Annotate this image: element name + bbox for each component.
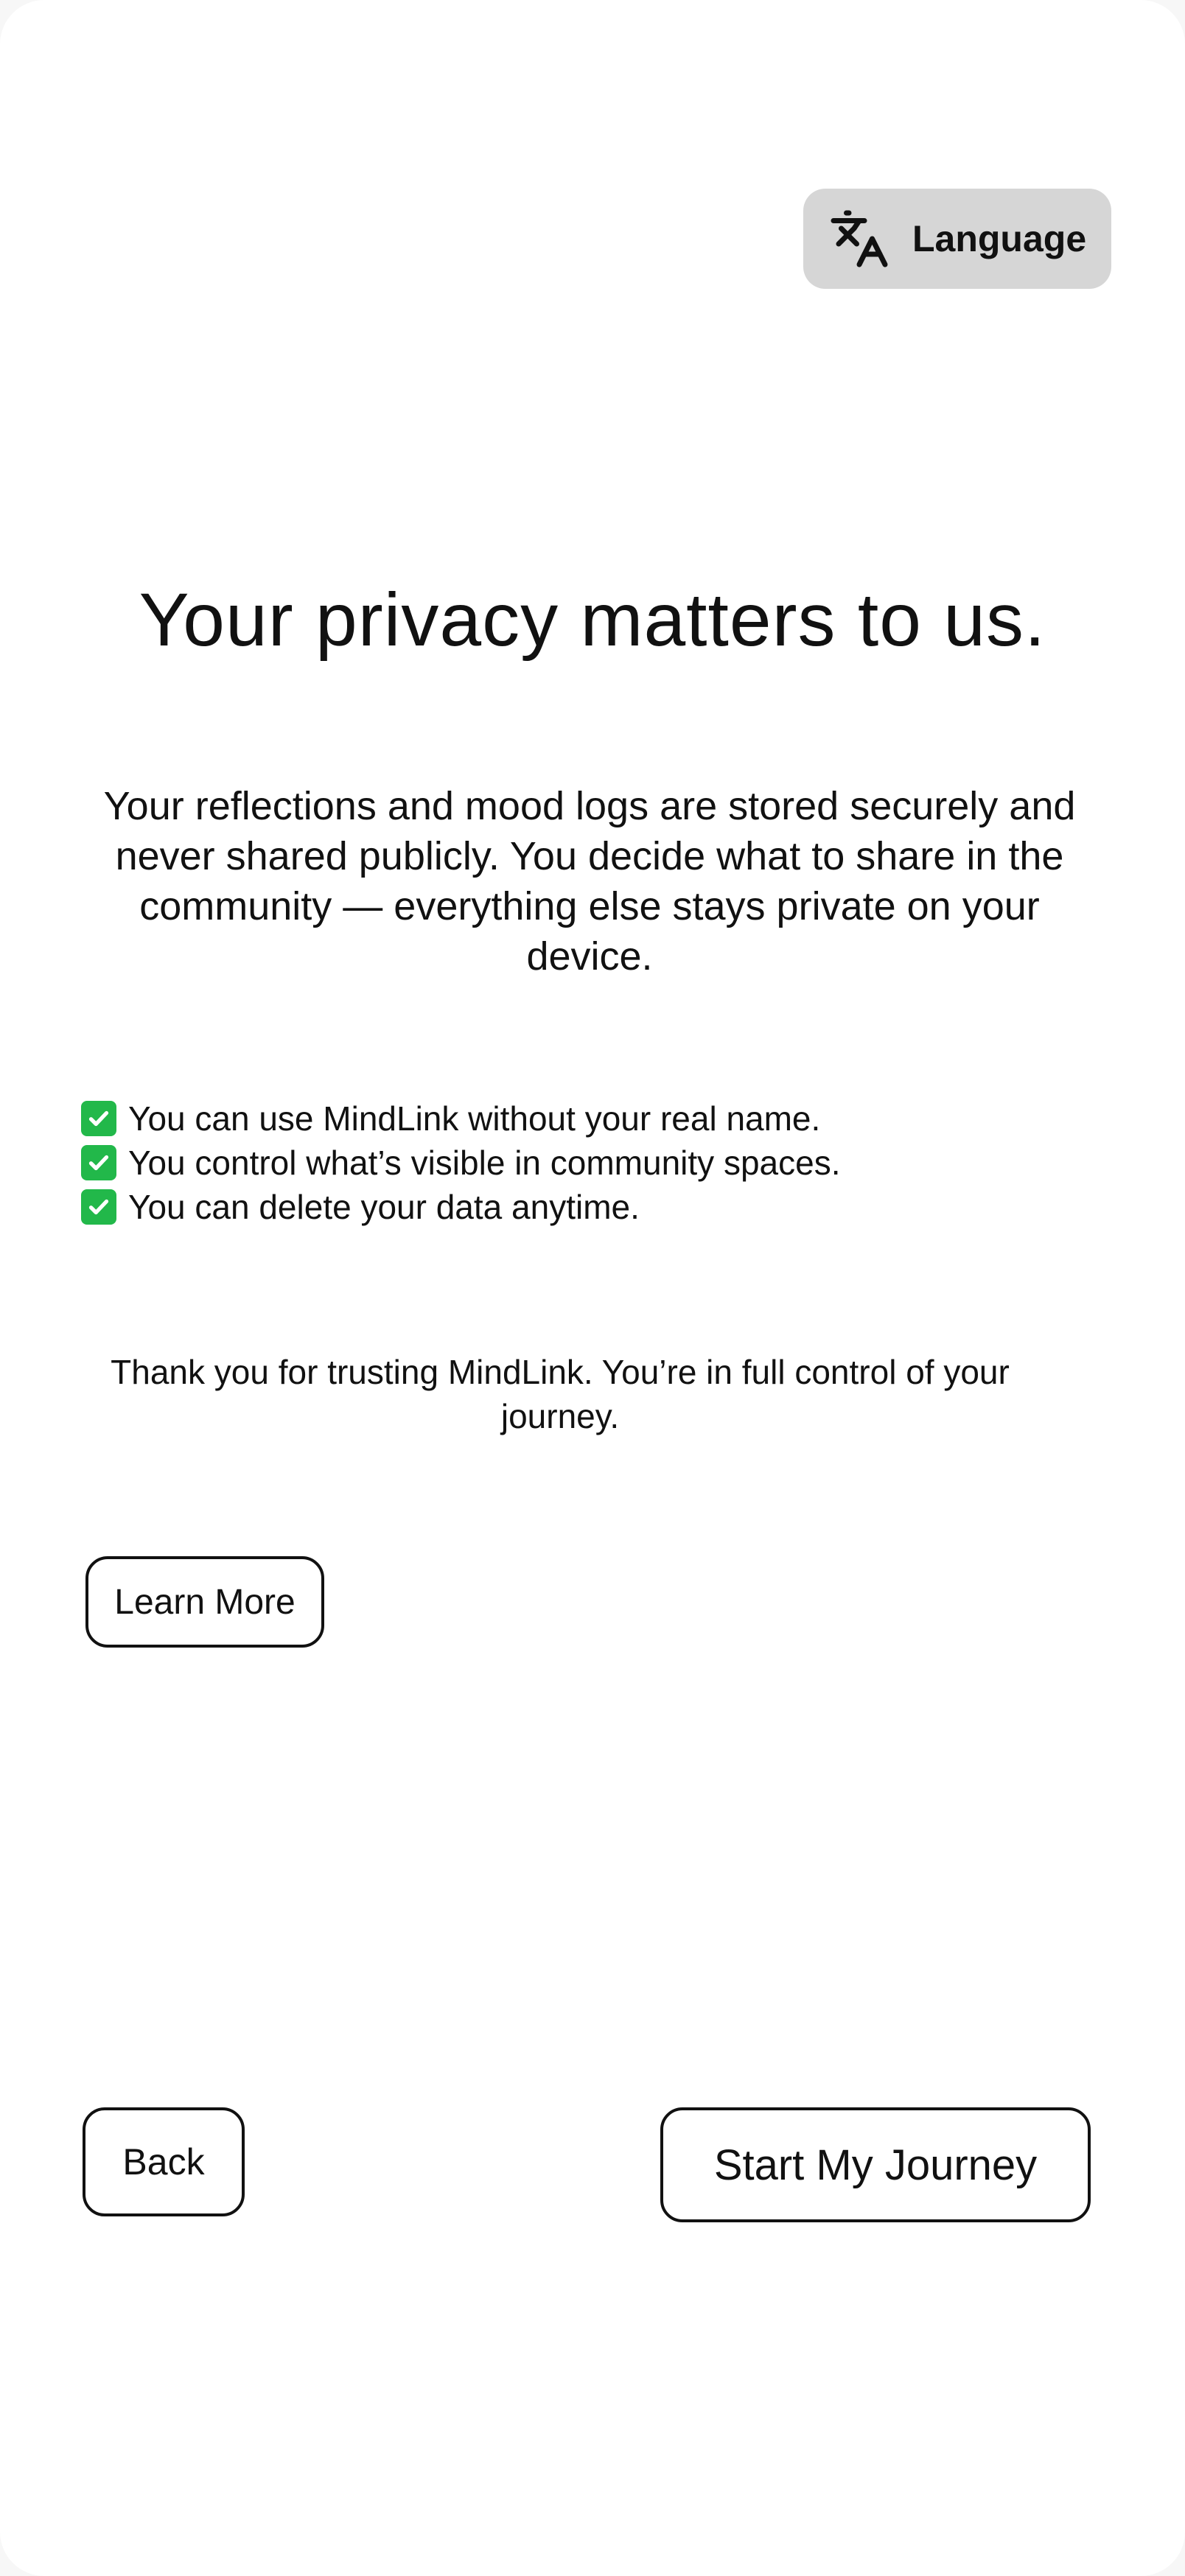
page-title: Your privacy matters to us. (139, 578, 1046, 662)
privacy-checklist (81, 1096, 1039, 1229)
translate-icon (828, 208, 890, 270)
start-my-journey-button[interactable]: Start My Journey (660, 2107, 1091, 2222)
privacy-intro-text: Your reflections and mood logs are stored securely and never shared publicly. You decide what to share in the community — everything else stays private on your device. (103, 784, 1076, 979)
check-mark-icon (81, 1189, 116, 1225)
language-button-label: Language (912, 218, 1087, 259)
checklist-item-text: You can use MindLink without your real name. (128, 1099, 821, 1138)
check-mark-icon (81, 1145, 116, 1180)
checklist-item-text: You control what’s visible in community spaces. (128, 1144, 841, 1182)
checklist-item (81, 1096, 1039, 1141)
check-mark-icon (81, 1101, 116, 1136)
checklist-item (81, 1141, 1039, 1185)
back-button[interactable]: Back (83, 2107, 245, 2216)
checklist-item-text: You can delete your data anytime. (128, 1188, 640, 1226)
thank-you-text: Thank you for trusting MindLink. You’re in full control of your journey. (111, 1353, 1010, 1435)
learn-more-button[interactable]: Learn More (85, 1556, 324, 1648)
language-button[interactable] (803, 189, 1111, 289)
checklist-item (81, 1185, 1039, 1229)
